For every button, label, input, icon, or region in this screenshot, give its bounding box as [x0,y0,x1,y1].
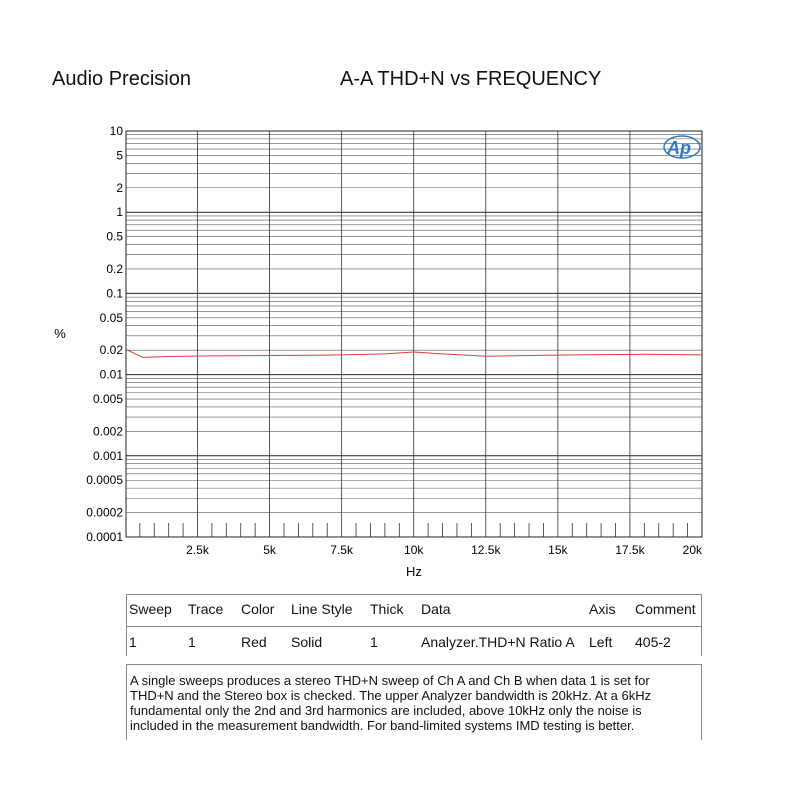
y-tick-label: 0.002 [92,424,123,439]
chart-title: A-A THD+N vs FREQUENCY [340,68,602,90]
y-tick-labels [86,124,123,544]
y-tick-label: 0.001 [92,448,123,463]
legend-header-line-style: Line Style [291,601,353,617]
legend-cell-sweep: 1 [129,634,137,650]
comment-line: THD+N and the Stereo box is checked. The upper Analyzer bandwidth is 20kHz. At a 6kHz [130,688,652,703]
legend-cell-line-style: Solid [291,634,323,650]
comment-line: included in the measurement bandwidth. For band-limited systems IMD testing is better. [130,718,635,733]
comment-line: fundamental only the 2nd and 3rd harmonics are included, above 10kHz only the noise is [130,703,642,718]
comment-line: A single sweeps produces a stereo THD+N sweep of Ch A and Ch B when data 1 is set for [130,673,650,688]
legend-header-axis: Axis [589,601,616,617]
legend-cell-data: Analyzer.THD+N Ratio A [421,634,575,650]
x-tick-label: 5k [263,543,276,557]
x-tick-label: 20k [682,543,702,557]
grid-major-lines [126,131,702,537]
y-tick-label: 10 [109,124,123,138]
x-tick-labels [186,543,703,557]
legend-cell-comment: 405-2 [635,634,671,650]
legend-header-sweep: Sweep [129,601,172,617]
legend-cell-thick: 1 [370,634,378,650]
legend-row [126,624,702,660]
y-tick-label: 5 [116,148,123,163]
x-tick-label: 15k [548,543,568,557]
y-tick-label: 0.0002 [86,505,123,520]
x-tick-label: 2.5k [186,543,209,557]
comment-box [126,664,702,740]
legend-header-comment: Comment [635,601,696,617]
legend-header-color: Color [241,601,275,617]
x-tick-label: 12.5k [471,543,501,557]
y-tick-label: 0.0005 [86,473,123,488]
legend-header-trace: Trace [188,601,224,617]
x-tick-label: 7.5k [330,543,353,557]
y-tick-label: 0.02 [99,343,123,358]
legend-table [126,594,702,660]
legend-header-thick: Thick [370,601,404,617]
ap-logo-text: Ap [667,138,691,158]
legend-cell-axis: Left [589,634,613,650]
y-tick-label: 0.01 [99,367,123,382]
x-tick-label: 17.5k [615,543,645,557]
x-tick-label: 10k [404,543,424,557]
brand-label: Audio Precision [52,68,191,90]
legend-cell-color: Red [241,634,267,650]
y-tick-label: 1 [116,205,123,220]
legend-header-data: Data [421,601,451,617]
y-tick-label: 0.005 [92,392,123,407]
y-tick-label: 2 [116,180,123,195]
y-tick-label: 0.05 [99,310,123,325]
ap-logo-icon [664,136,700,158]
x-axis-label: Hz [406,564,422,579]
y-tick-label: 0.1 [106,286,123,301]
y-tick-label: 0.5 [106,229,123,244]
y-tick-label: 0.2 [106,261,123,276]
legend-header-row [126,594,702,624]
legend-cell-trace: 1 [188,634,196,650]
y-axis-label: % [54,326,66,341]
y-tick-label: 0.0001 [86,530,123,544]
